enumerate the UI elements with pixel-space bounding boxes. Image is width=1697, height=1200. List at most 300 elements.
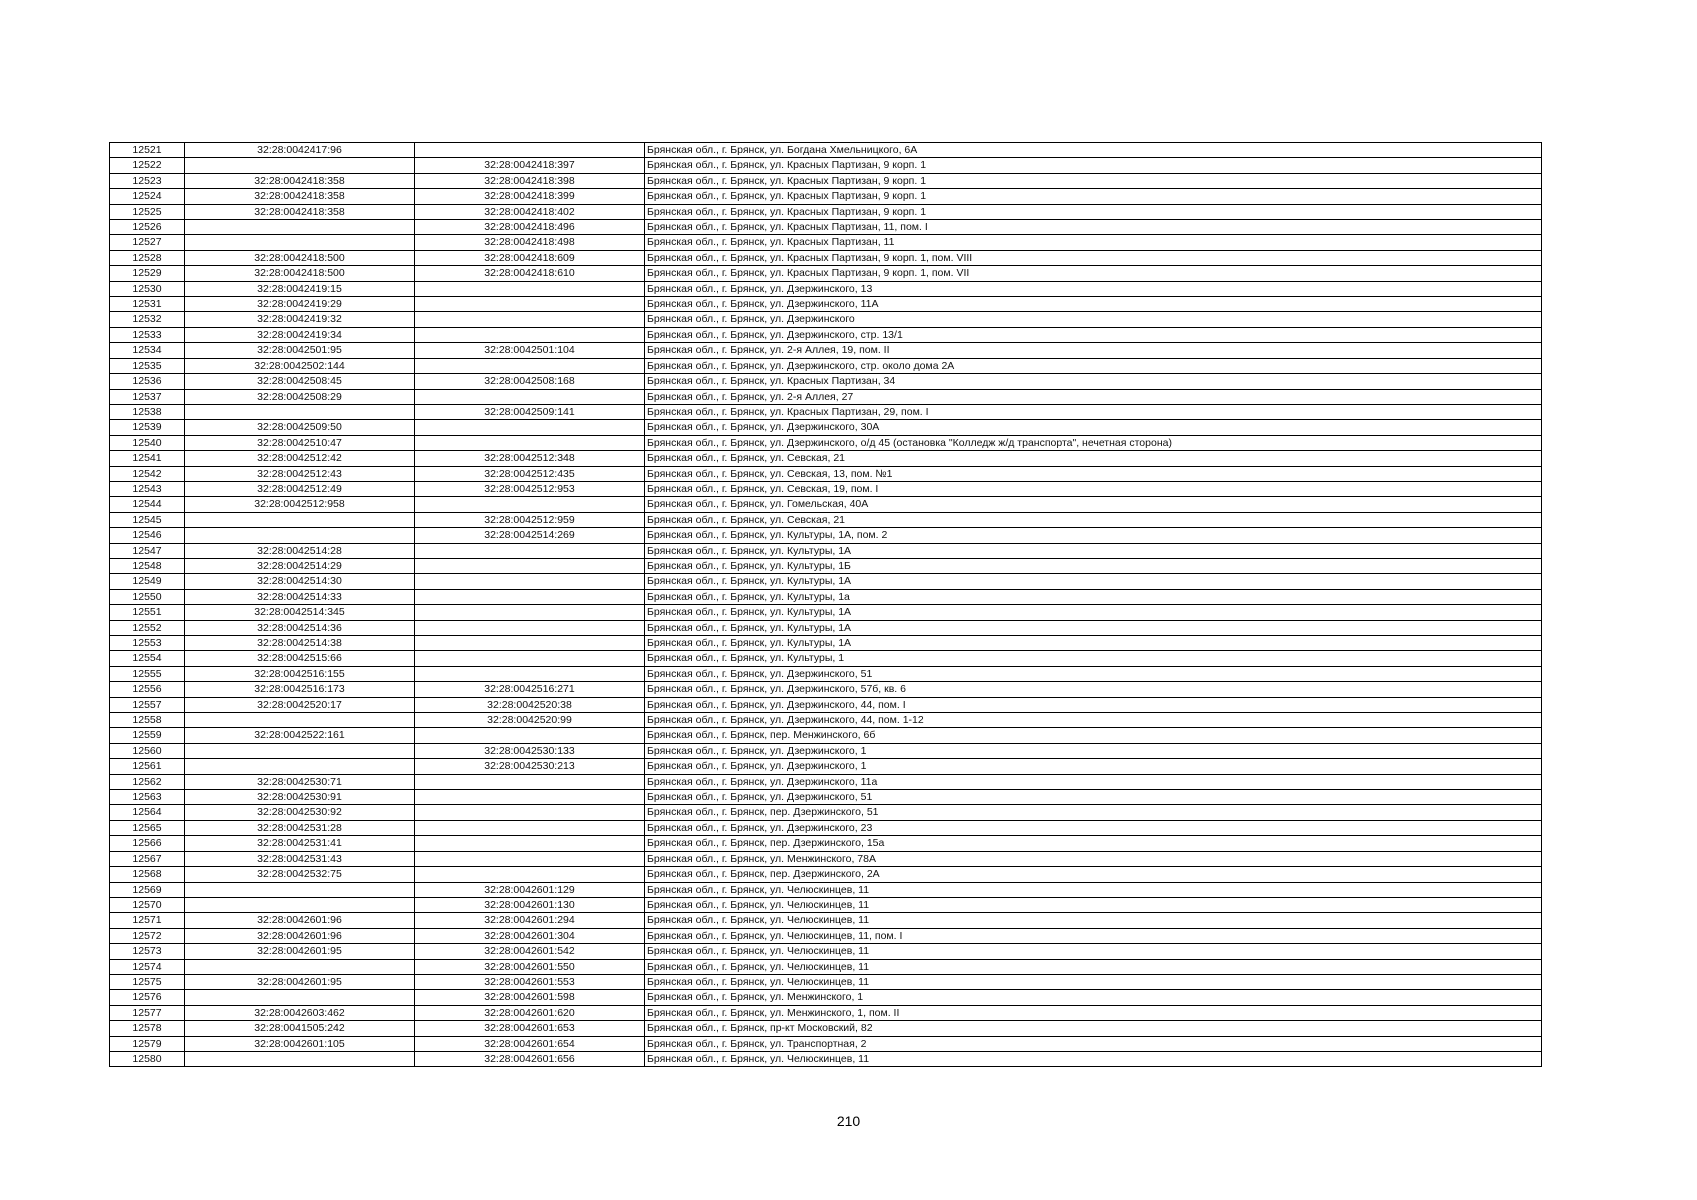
cadastral-object-number-cell: 32:28:0042601:656	[415, 1051, 645, 1066]
row-number-cell: 12530	[110, 281, 185, 296]
cadastral-number-cell: 32:28:0042514:36	[185, 620, 415, 635]
address-cell: Брянская обл., г. Брянск, ул. Гомельская, 40А	[645, 497, 1542, 512]
cadastral-number-cell	[185, 528, 415, 543]
address-cell: Брянская обл., г. Брянск, ул. Культуры, 1А, пом. 2	[645, 528, 1542, 543]
address-cell: Брянская обл., г. Брянск, ул. Севская, 13, пом. №1	[645, 466, 1542, 481]
cadastral-object-number-cell: 32:28:0042520:99	[415, 713, 645, 728]
cadastral-number-cell: 32:28:0042417:96	[185, 143, 415, 158]
row-number-cell: 12553	[110, 636, 185, 651]
cadastral-object-number-cell: 32:28:0042601:653	[415, 1021, 645, 1036]
cadastral-object-number-cell: 32:28:0042601:130	[415, 897, 645, 912]
address-cell: Брянская обл., г. Брянск, ул. Транспортная, 2	[645, 1036, 1542, 1051]
address-cell: Брянская обл., г. Брянск, ул. Культуры, 1	[645, 651, 1542, 666]
cadastral-object-number-cell	[415, 297, 645, 312]
row-number-cell: 12532	[110, 312, 185, 327]
cadastral-number-cell: 32:28:0042514:345	[185, 605, 415, 620]
cadastral-number-cell	[185, 512, 415, 527]
address-cell: Брянская обл., г. Брянск, ул. Красных Партизан, 9 корп. 1	[645, 158, 1542, 173]
table-row	[110, 666, 1542, 681]
cadastral-number-cell: 32:28:0042603:462	[185, 1005, 415, 1020]
cadastral-object-number-cell: 32:28:0042418:402	[415, 204, 645, 219]
row-number-cell: 12579	[110, 1036, 185, 1051]
address-cell: Брянская обл., г. Брянск, пер. Менжинского, 6б	[645, 728, 1542, 743]
row-number-cell: 12549	[110, 574, 185, 589]
cadastral-object-number-cell	[415, 281, 645, 296]
row-number-cell: 12573	[110, 944, 185, 959]
table-row	[110, 1051, 1542, 1066]
cadastral-object-number-cell: 32:28:0042418:496	[415, 220, 645, 235]
row-number-cell: 12550	[110, 589, 185, 604]
row-number-cell: 12564	[110, 805, 185, 820]
cadastral-number-cell: 32:28:0042514:30	[185, 574, 415, 589]
row-number-cell: 12577	[110, 1005, 185, 1020]
row-number-cell: 12556	[110, 682, 185, 697]
row-number-cell: 12541	[110, 451, 185, 466]
row-number-cell: 12575	[110, 974, 185, 989]
table-row	[110, 189, 1542, 204]
cadastral-object-number-cell	[415, 774, 645, 789]
cadastral-number-cell	[185, 235, 415, 250]
cadastral-object-number-cell: 32:28:0042530:133	[415, 743, 645, 758]
cadastral-object-number-cell: 32:28:0042418:498	[415, 235, 645, 250]
cadastral-number-cell: 32:28:0042512:43	[185, 466, 415, 481]
row-number-cell: 12569	[110, 882, 185, 897]
cadastral-number-cell: 32:28:0042530:92	[185, 805, 415, 820]
address-cell: Брянская обл., г. Брянск, ул. Менжинского, 78А	[645, 851, 1542, 866]
table-row	[110, 836, 1542, 851]
table-row	[110, 743, 1542, 758]
row-number-cell: 12528	[110, 250, 185, 265]
cadastral-object-number-cell: 32:28:0042520:38	[415, 697, 645, 712]
cadastral-object-number-cell	[415, 543, 645, 558]
cadastral-number-cell: 32:28:0041505:242	[185, 1021, 415, 1036]
row-number-cell: 12545	[110, 512, 185, 527]
table-row	[110, 435, 1542, 450]
cadastral-number-cell: 32:28:0042419:34	[185, 327, 415, 342]
address-cell: Брянская обл., г. Брянск, ул. Красных Партизан, 9 корп. 1	[645, 204, 1542, 219]
cadastral-number-cell: 32:28:0042522:161	[185, 728, 415, 743]
row-number-cell: 12576	[110, 990, 185, 1005]
row-number-cell: 12531	[110, 297, 185, 312]
cadastral-object-number-cell: 32:28:0042509:141	[415, 404, 645, 419]
address-cell: Брянская обл., г. Брянск, ул. Дзержинского, стр. 13/1	[645, 327, 1542, 342]
cadastral-number-cell: 32:28:0042419:32	[185, 312, 415, 327]
cadastral-object-number-cell	[415, 327, 645, 342]
address-cell: Брянская обл., г. Брянск, ул. Культуры, 1А	[645, 574, 1542, 589]
row-number-cell: 12543	[110, 481, 185, 496]
cadastral-number-cell: 32:28:0042531:28	[185, 820, 415, 835]
table-row	[110, 728, 1542, 743]
cadastral-number-cell	[185, 713, 415, 728]
address-cell: Брянская обл., г. Брянск, ул. Дзержинского, 11а	[645, 774, 1542, 789]
address-cell: Брянская обл., г. Брянск, ул. Челюскинцев, 11	[645, 944, 1542, 959]
table-row	[110, 173, 1542, 188]
cadastral-number-cell: 32:28:0042418:500	[185, 266, 415, 281]
cadastral-object-number-cell: 32:28:0042508:168	[415, 374, 645, 389]
address-cell: Брянская обл., г. Брянск, ул. Красных Партизан, 9 корп. 1	[645, 189, 1542, 204]
address-cell: Брянская обл., г. Брянск, ул. Дзержинского, 1	[645, 743, 1542, 758]
row-number-cell: 12547	[110, 543, 185, 558]
address-cell: Брянская обл., г. Брянск, ул. Дзержинского, 30А	[645, 420, 1542, 435]
cadastral-number-cell: 32:28:0042520:17	[185, 697, 415, 712]
address-cell: Брянская обл., г. Брянск, ул. Культуры, 1А	[645, 620, 1542, 635]
cadastral-number-cell: 32:28:0042512:42	[185, 451, 415, 466]
address-cell: Брянская обл., г. Брянск, ул. Менжинского, 1	[645, 990, 1542, 1005]
cadastral-number-cell: 32:28:0042419:15	[185, 281, 415, 296]
cadastral-number-cell: 32:28:0042601:95	[185, 974, 415, 989]
address-cell: Брянская обл., г. Брянск, пр-кт Московский, 82	[645, 1021, 1542, 1036]
row-number-cell: 12522	[110, 158, 185, 173]
cadastral-number-cell: 32:28:0042512:49	[185, 481, 415, 496]
cadastral-number-cell	[185, 959, 415, 974]
cadastral-number-cell: 32:28:0042601:96	[185, 928, 415, 943]
cadastral-number-cell: 32:28:0042530:91	[185, 790, 415, 805]
address-cell: Брянская обл., г. Брянск, ул. Красных Партизан, 11, пом. I	[645, 220, 1542, 235]
table-row	[110, 682, 1542, 697]
row-number-cell: 12534	[110, 343, 185, 358]
address-cell: Брянская обл., г. Брянск, ул. Севская, 19, пом. I	[645, 481, 1542, 496]
cadastral-object-number-cell: 32:28:0042516:271	[415, 682, 645, 697]
table-row	[110, 374, 1542, 389]
cadastral-object-number-cell	[415, 312, 645, 327]
address-cell: Брянская обл., г. Брянск, ул. Челюскинцев, 11	[645, 1051, 1542, 1066]
cadastral-object-number-cell	[415, 435, 645, 450]
address-cell: Брянская обл., г. Брянск, ул. Красных Партизан, 34	[645, 374, 1542, 389]
address-cell: Брянская обл., г. Брянск, пер. Дзержинского, 15а	[645, 836, 1542, 851]
cadastral-number-cell: 32:28:0042418:358	[185, 204, 415, 219]
page-number: 210	[836, 1113, 861, 1129]
row-number-cell: 12540	[110, 435, 185, 450]
cadastral-object-number-cell: 32:28:0042512:953	[415, 481, 645, 496]
address-cell: Брянская обл., г. Брянск, ул. Культуры, 1Б	[645, 558, 1542, 573]
cadastral-object-number-cell: 32:28:0042601:550	[415, 959, 645, 974]
cadastral-number-cell	[185, 158, 415, 173]
table-row	[110, 327, 1542, 342]
row-number-cell: 12566	[110, 836, 185, 851]
cadastral-number-cell: 32:28:0042418:500	[185, 250, 415, 265]
row-number-cell: 12544	[110, 497, 185, 512]
cadastral-object-number-cell	[415, 558, 645, 573]
table-row	[110, 944, 1542, 959]
table-row	[110, 143, 1542, 158]
row-number-cell: 12536	[110, 374, 185, 389]
table-row	[110, 1021, 1542, 1036]
table-row	[110, 220, 1542, 235]
table-row	[110, 466, 1542, 481]
table-row	[110, 235, 1542, 250]
address-cell: Брянская обл., г. Брянск, пер. Дзержинского, 2А	[645, 867, 1542, 882]
cadastral-object-number-cell	[415, 420, 645, 435]
row-number-cell: 12538	[110, 404, 185, 419]
cadastral-number-cell	[185, 897, 415, 912]
table-row	[110, 974, 1542, 989]
table-row	[110, 543, 1542, 558]
table-row	[110, 620, 1542, 635]
row-number-cell: 12558	[110, 713, 185, 728]
cadastral-object-number-cell	[415, 574, 645, 589]
cadastral-number-cell: 32:28:0042514:29	[185, 558, 415, 573]
cadastral-object-number-cell	[415, 620, 645, 635]
row-number-cell: 12521	[110, 143, 185, 158]
table-row	[110, 636, 1542, 651]
cadastral-object-number-cell: 32:28:0042601:620	[415, 1005, 645, 1020]
table-row	[110, 1005, 1542, 1020]
cadastral-number-cell	[185, 743, 415, 758]
cadastral-number-cell: 32:28:0042601:95	[185, 944, 415, 959]
table-row	[110, 389, 1542, 404]
row-number-cell: 12571	[110, 913, 185, 928]
address-cell: Брянская обл., г. Брянск, ул. Челюскинцев, 11	[645, 913, 1542, 928]
table-row	[110, 297, 1542, 312]
cadastral-object-number-cell	[415, 605, 645, 620]
table-row	[110, 158, 1542, 173]
row-number-cell: 12568	[110, 867, 185, 882]
table-row	[110, 281, 1542, 296]
table-row	[110, 1036, 1542, 1051]
address-cell: Брянская обл., г. Брянск, ул. Челюскинцев, 11	[645, 882, 1542, 897]
table-row	[110, 774, 1542, 789]
cadastral-number-cell	[185, 882, 415, 897]
table-row	[110, 805, 1542, 820]
address-cell: Брянская обл., г. Брянск, ул. Челюскинцев, 11	[645, 897, 1542, 912]
row-number-cell: 12551	[110, 605, 185, 620]
address-cell: Брянская обл., г. Брянск, ул. Челюскинцев, 11	[645, 974, 1542, 989]
address-cell: Брянская обл., г. Брянск, ул. Дзержинского, 11А	[645, 297, 1542, 312]
cadastral-number-cell	[185, 759, 415, 774]
table-row	[110, 928, 1542, 943]
table-row	[110, 312, 1542, 327]
address-cell: Брянская обл., г. Брянск, ул. Челюскинцев, 11, пом. I	[645, 928, 1542, 943]
cadastral-number-cell: 32:28:0042514:33	[185, 589, 415, 604]
table-row	[110, 959, 1542, 974]
cadastral-number-cell	[185, 990, 415, 1005]
address-cell: Брянская обл., г. Брянск, ул. Дзержинского	[645, 312, 1542, 327]
cadastral-object-number-cell: 32:28:0042601:553	[415, 974, 645, 989]
cadastral-number-cell	[185, 404, 415, 419]
address-cell: Брянская обл., г. Брянск, ул. Культуры, 1А	[645, 636, 1542, 651]
cadastral-number-cell: 32:28:0042601:105	[185, 1036, 415, 1051]
cadastral-object-number-cell: 32:28:0042601:129	[415, 882, 645, 897]
cadastral-number-cell: 32:28:0042502:144	[185, 358, 415, 373]
table-row	[110, 759, 1542, 774]
row-number-cell: 12572	[110, 928, 185, 943]
cadastral-object-number-cell: 32:28:0042418:399	[415, 189, 645, 204]
cadastral-number-cell: 32:28:0042601:96	[185, 913, 415, 928]
cadastral-object-number-cell: 32:28:0042601:542	[415, 944, 645, 959]
row-number-cell: 12552	[110, 620, 185, 635]
row-number-cell: 12563	[110, 790, 185, 805]
table-row	[110, 558, 1542, 573]
address-cell: Брянская обл., г. Брянск, ул. Дзержинского, 51	[645, 666, 1542, 681]
cadastral-number-cell: 32:28:0042508:29	[185, 389, 415, 404]
row-number-cell: 12546	[110, 528, 185, 543]
cadastral-object-number-cell	[415, 805, 645, 820]
table-row	[110, 451, 1542, 466]
cadastral-number-cell	[185, 220, 415, 235]
address-cell: Брянская обл., г. Брянск, ул. Красных Партизан, 9 корп. 1	[645, 173, 1542, 188]
address-cell: Брянская обл., г. Брянск, ул. Севская, 21	[645, 451, 1542, 466]
table-row	[110, 574, 1542, 589]
cadastral-object-number-cell	[415, 666, 645, 681]
table-row	[110, 913, 1542, 928]
row-number-cell: 12580	[110, 1051, 185, 1066]
table-row	[110, 651, 1542, 666]
cadastral-object-number-cell: 32:28:0042601:294	[415, 913, 645, 928]
cadastral-object-number-cell	[415, 358, 645, 373]
address-cell: Брянская обл., г. Брянск, ул. Дзержинского, 13	[645, 281, 1542, 296]
row-number-cell: 12535	[110, 358, 185, 373]
cadastral-object-number-cell: 32:28:0042514:269	[415, 528, 645, 543]
cadastral-object-number-cell	[415, 497, 645, 512]
address-cell: Брянская обл., г. Брянск, ул. Дзержинского, 44, пом. 1-12	[645, 713, 1542, 728]
table-row	[110, 404, 1542, 419]
table-row	[110, 497, 1542, 512]
cadastral-object-number-cell	[415, 851, 645, 866]
row-number-cell: 12557	[110, 697, 185, 712]
cadastral-number-cell: 32:28:0042512:958	[185, 497, 415, 512]
row-number-cell: 12555	[110, 666, 185, 681]
table-row	[110, 343, 1542, 358]
address-cell: Брянская обл., г. Брянск, ул. Красных Партизан, 9 корп. 1, пом. VII	[645, 266, 1542, 281]
table-row	[110, 882, 1542, 897]
table-row	[110, 867, 1542, 882]
cadastral-number-cell: 32:28:0042516:155	[185, 666, 415, 681]
row-number-cell: 12561	[110, 759, 185, 774]
cadastral-object-number-cell	[415, 836, 645, 851]
cadastral-number-cell: 32:28:0042514:38	[185, 636, 415, 651]
registry-table-body	[110, 143, 1542, 1067]
cadastral-object-number-cell	[415, 636, 645, 651]
row-number-cell: 12559	[110, 728, 185, 743]
address-cell: Брянская обл., г. Брянск, ул. Челюскинцев, 11	[645, 959, 1542, 974]
cadastral-object-number-cell	[415, 651, 645, 666]
address-cell: Брянская обл., г. Брянск, ул. 2-я Аллея, 19, пом. II	[645, 343, 1542, 358]
cadastral-object-number-cell	[415, 820, 645, 835]
cadastral-object-number-cell: 32:28:0042418:398	[415, 173, 645, 188]
row-number-cell: 12526	[110, 220, 185, 235]
row-number-cell: 12539	[110, 420, 185, 435]
table-row	[110, 851, 1542, 866]
table-row	[110, 481, 1542, 496]
cadastral-object-number-cell	[415, 728, 645, 743]
address-cell: Брянская обл., г. Брянск, ул. Менжинского, 1, пом. II	[645, 1005, 1542, 1020]
cadastral-object-number-cell: 32:28:0042418:397	[415, 158, 645, 173]
cadastral-number-cell: 32:28:0042516:173	[185, 682, 415, 697]
cadastral-object-number-cell	[415, 867, 645, 882]
cadastral-object-number-cell	[415, 589, 645, 604]
address-cell: Брянская обл., г. Брянск, ул. Культуры, 1А	[645, 543, 1542, 558]
address-cell: Брянская обл., г. Брянск, ул. Богдана Хмельницкого, 6А	[645, 143, 1542, 158]
cadastral-number-cell: 32:28:0042501:95	[185, 343, 415, 358]
address-cell: Брянская обл., г. Брянск, ул. Культуры, 1а	[645, 589, 1542, 604]
table-row	[110, 250, 1542, 265]
row-number-cell: 12527	[110, 235, 185, 250]
cadastral-object-number-cell: 32:28:0042418:610	[415, 266, 645, 281]
registry-table	[109, 142, 1542, 1067]
table-row	[110, 266, 1542, 281]
address-cell: Брянская обл., г. Брянск, ул. Дзержинского, стр. около дома 2А	[645, 358, 1542, 373]
cadastral-object-number-cell	[415, 143, 645, 158]
cadastral-object-number-cell	[415, 790, 645, 805]
address-cell: Брянская обл., г. Брянск, ул. Красных Партизан, 11	[645, 235, 1542, 250]
row-number-cell: 12570	[110, 897, 185, 912]
row-number-cell: 12525	[110, 204, 185, 219]
cadastral-object-number-cell: 32:28:0042501:104	[415, 343, 645, 358]
table-row	[110, 713, 1542, 728]
address-cell: Брянская обл., г. Брянск, ул. Красных Партизан, 29, пом. I	[645, 404, 1542, 419]
address-cell: Брянская обл., г. Брянск, пер. Дзержинского, 51	[645, 805, 1542, 820]
cadastral-number-cell: 32:28:0042418:358	[185, 173, 415, 188]
cadastral-object-number-cell: 32:28:0042601:304	[415, 928, 645, 943]
cadastral-number-cell: 32:28:0042509:50	[185, 420, 415, 435]
row-number-cell: 12548	[110, 558, 185, 573]
row-number-cell: 12562	[110, 774, 185, 789]
address-cell: Брянская обл., г. Брянск, ул. Дзержинского, 51	[645, 790, 1542, 805]
table-row	[110, 420, 1542, 435]
cadastral-number-cell: 32:28:0042418:358	[185, 189, 415, 204]
cadastral-number-cell: 32:28:0042531:41	[185, 836, 415, 851]
table-row	[110, 820, 1542, 835]
row-number-cell: 12574	[110, 959, 185, 974]
row-number-cell: 12567	[110, 851, 185, 866]
row-number-cell: 12565	[110, 820, 185, 835]
address-cell: Брянская обл., г. Брянск, ул. Культуры, 1А	[645, 605, 1542, 620]
cadastral-object-number-cell: 32:28:0042530:213	[415, 759, 645, 774]
cadastral-number-cell: 32:28:0042530:71	[185, 774, 415, 789]
address-cell: Брянская обл., г. Брянск, ул. Дзержинского, 44, пом. I	[645, 697, 1542, 712]
cadastral-object-number-cell	[415, 389, 645, 404]
row-number-cell: 12533	[110, 327, 185, 342]
row-number-cell: 12529	[110, 266, 185, 281]
cadastral-object-number-cell: 32:28:0042512:435	[415, 466, 645, 481]
table-row	[110, 512, 1542, 527]
address-cell: Брянская обл., г. Брянск, ул. Дзержинского, 57б, кв. 6	[645, 682, 1542, 697]
table-row	[110, 897, 1542, 912]
table-row	[110, 790, 1542, 805]
row-number-cell: 12578	[110, 1021, 185, 1036]
row-number-cell: 12554	[110, 651, 185, 666]
cadastral-number-cell: 32:28:0042510:47	[185, 435, 415, 450]
row-number-cell: 12537	[110, 389, 185, 404]
cadastral-number-cell: 32:28:0042514:28	[185, 543, 415, 558]
cadastral-object-number-cell: 32:28:0042512:959	[415, 512, 645, 527]
cadastral-object-number-cell: 32:28:0042601:598	[415, 990, 645, 1005]
address-cell: Брянская обл., г. Брянск, ул. 2-я Аллея, 27	[645, 389, 1542, 404]
cadastral-number-cell: 32:28:0042419:29	[185, 297, 415, 312]
cadastral-object-number-cell: 32:28:0042601:654	[415, 1036, 645, 1051]
cadastral-number-cell: 32:28:0042532:75	[185, 867, 415, 882]
address-cell: Брянская обл., г. Брянск, ул. Дзержинского, 1	[645, 759, 1542, 774]
cadastral-number-cell: 32:28:0042508:45	[185, 374, 415, 389]
table-row	[110, 589, 1542, 604]
table-row	[110, 528, 1542, 543]
row-number-cell: 12542	[110, 466, 185, 481]
address-cell: Брянская обл., г. Брянск, ул. Красных Партизан, 9 корп. 1, пом. VIII	[645, 250, 1542, 265]
cadastral-object-number-cell: 32:28:0042418:609	[415, 250, 645, 265]
cadastral-object-number-cell: 32:28:0042512:348	[415, 451, 645, 466]
row-number-cell: 12523	[110, 173, 185, 188]
address-cell: Брянская обл., г. Брянск, ул. Дзержинского, о/д 45 (остановка "Колледж ж/д транспорта", нечетная сторона)	[645, 435, 1542, 450]
address-cell: Брянская обл., г. Брянск, ул. Дзержинского, 23	[645, 820, 1542, 835]
table-row	[110, 697, 1542, 712]
table-row	[110, 358, 1542, 373]
table-row	[110, 204, 1542, 219]
row-number-cell: 12524	[110, 189, 185, 204]
cadastral-number-cell: 32:28:0042531:43	[185, 851, 415, 866]
table-row	[110, 990, 1542, 1005]
address-cell: Брянская обл., г. Брянск, ул. Севская, 21	[645, 512, 1542, 527]
cadastral-number-cell	[185, 1051, 415, 1066]
